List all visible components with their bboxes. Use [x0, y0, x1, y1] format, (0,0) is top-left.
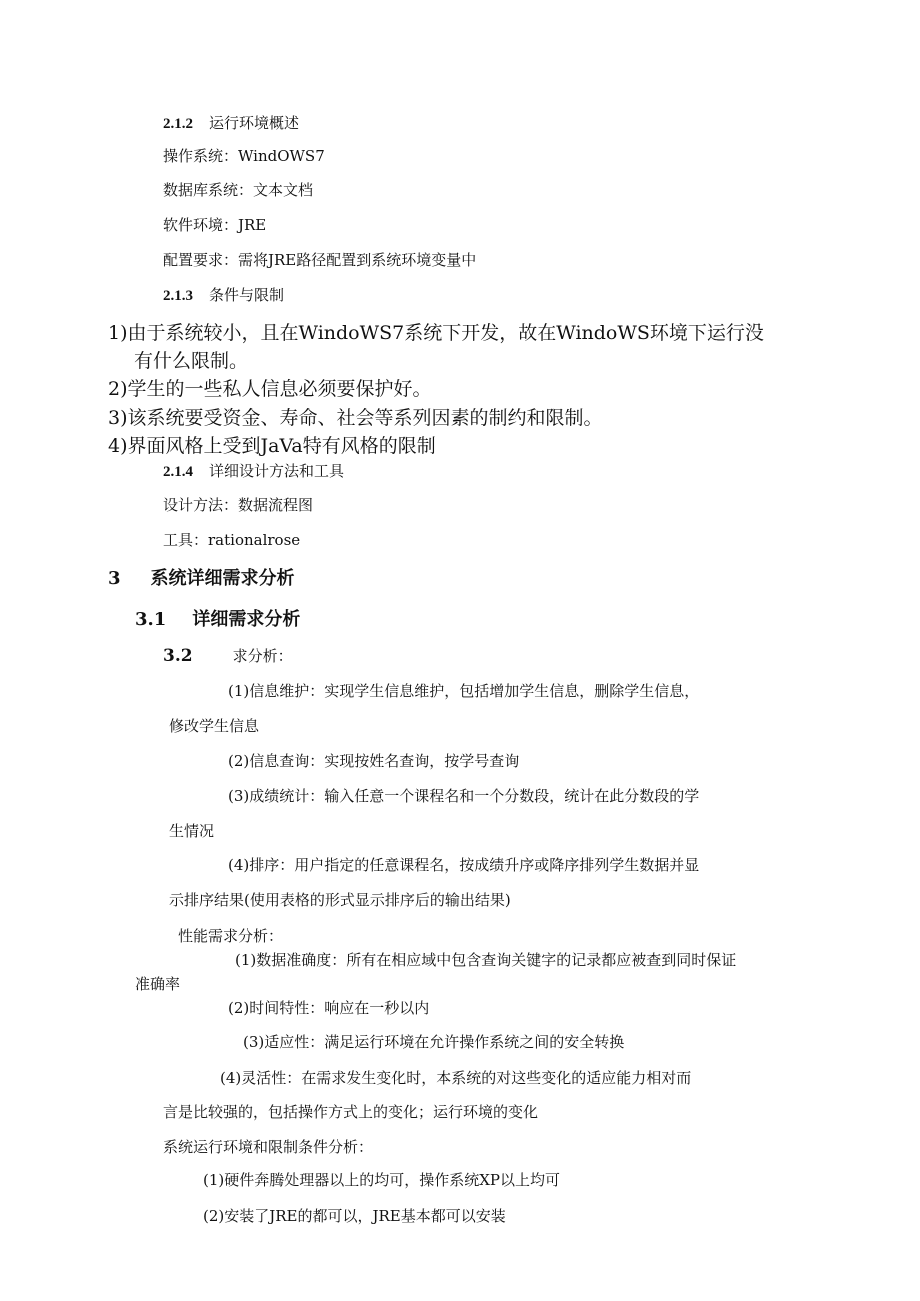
section-title: 条件与限制: [209, 286, 285, 304]
paragraph: 配置要求：需将JRE路径配置到系统环境变量中: [163, 251, 477, 269]
paragraph: 操作系统：WindOWS7: [163, 147, 325, 165]
heading-3: [108, 570, 295, 588]
paragraph: 数据库系统：文本文档: [163, 181, 314, 199]
section-title: 详细需求分析: [192, 609, 301, 630]
paragraph: (4)灵活性：在需求发生变化时，本系统的对这些变化的适应能力相对而: [220, 1069, 692, 1087]
section-number: 3: [108, 568, 121, 589]
subsection-title: 性能需求分析：: [178, 927, 284, 945]
section-title: 详细设计方法和工具: [209, 462, 345, 480]
paragraph-continuation: 言是比较强的，包括操作方式上的变化；运行环境的变化: [163, 1103, 539, 1121]
heading-2-1-2: [163, 116, 299, 132]
paragraph: (2)时间特性：响应在一秒以内: [228, 999, 430, 1017]
paragraph: (3)成绩统计：输入任意一个课程名和一个分数段，统计在此分数段的学: [228, 787, 700, 805]
paragraph-continuation: 准确率: [135, 975, 181, 993]
paragraph: (3)适应性：满足运行环境在允许操作系统之间的安全转换: [243, 1033, 625, 1051]
heading-2-1-4: [163, 464, 344, 480]
paragraph: (2)信息查询：实现按姓名查询，按学号查询: [228, 752, 520, 770]
section-title: 求分析：: [232, 647, 293, 665]
list-item-continuation: 有什么限制。: [134, 350, 249, 372]
section-number: 2.1.3: [163, 288, 193, 304]
section-number: 3.1: [135, 609, 167, 630]
paragraph: (1)信息维护：实现学生信息维护，包括增加学生信息，删除学生信息，: [228, 682, 700, 700]
paragraph: 工具：rationalrose: [163, 531, 301, 549]
heading-3-2: [163, 648, 293, 665]
section-number: 2.1.4: [163, 464, 193, 480]
paragraph: (1)硬件奔腾处理器以上的均可，操作系统XP以上均可: [203, 1171, 561, 1189]
paragraph: 软件环境：JRE: [163, 216, 267, 234]
section-number: 3.2: [163, 646, 193, 666]
section-title: 系统详细需求分析: [150, 568, 295, 589]
list-item: 3)该系统要受资金、寿命、社会等系列因素的制约和限制。: [108, 407, 603, 429]
section-title: 运行环境概述: [209, 114, 300, 132]
paragraph: 设计方法：数据流程图: [163, 496, 314, 514]
paragraph-continuation: 修改学生信息: [169, 717, 260, 735]
paragraph: (1)数据准确度：所有在相应域中包含查询关键字的记录都应被查到同时保证: [235, 951, 737, 969]
subsection-title: 系统运行环境和限制条件分析：: [163, 1138, 374, 1156]
paragraph: (2)安装了JRE的都可以，JRE基本都可以安装: [203, 1207, 506, 1225]
heading-3-1: [135, 611, 300, 629]
list-item: 2)学生的一些私人信息必须要保护好。: [108, 378, 432, 400]
section-number: 2.1.2: [163, 116, 193, 132]
list-item: 4)界面风格上受到JaVa特有风格的限制: [108, 435, 436, 457]
paragraph-continuation: 生情况: [169, 822, 215, 840]
list-item: 1)由于系统较小，且在WindoWS7系统下开发，故在WindoWS环境下运行没: [108, 322, 764, 344]
heading-2-1-3: [163, 288, 284, 304]
paragraph: (4)排序：用户指定的任意课程名，按成绩升序或降序排列学生数据并显: [228, 856, 700, 874]
paragraph-continuation: 示排序结果(使用表格的形式显示排序后的输出结果): [169, 891, 511, 909]
